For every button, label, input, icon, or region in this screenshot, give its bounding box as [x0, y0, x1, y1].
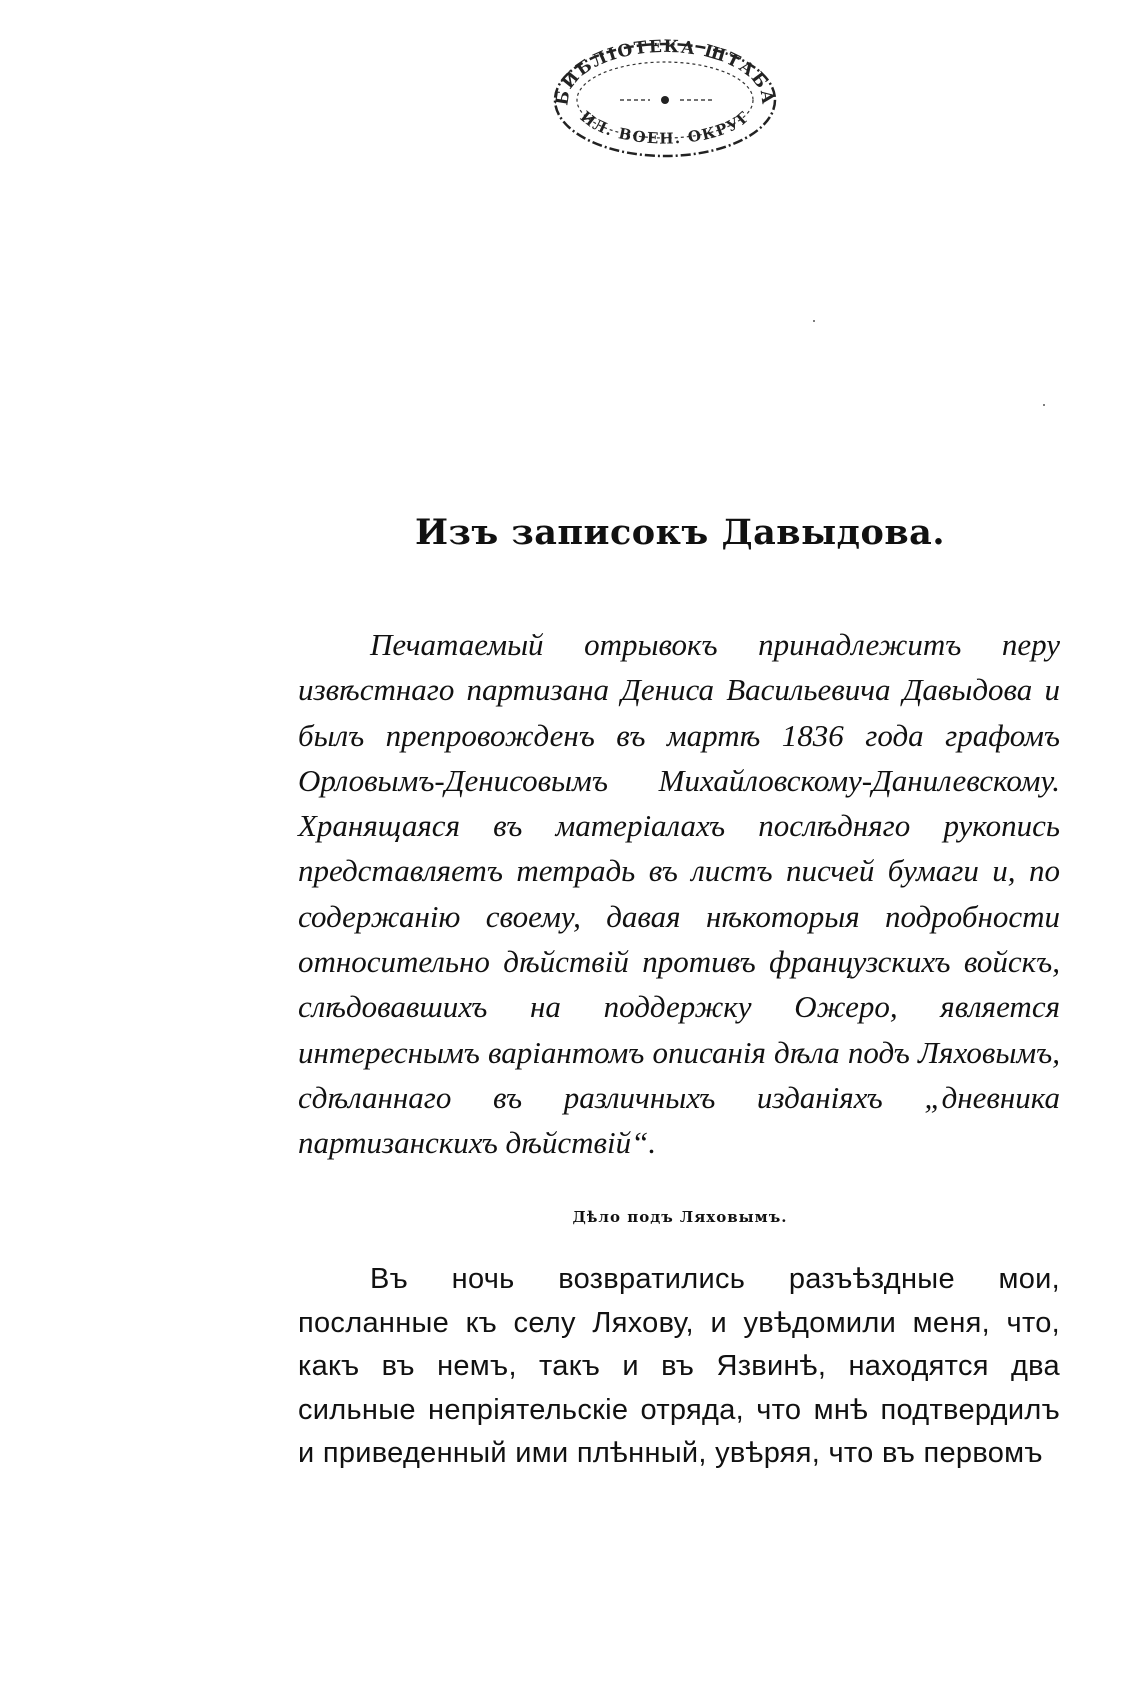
- library-stamp: [540, 30, 790, 160]
- stamp-inner-text: ИЛ. ВОЕН. ОКРУГ: [576, 107, 754, 148]
- body-paragraph: Въ ночь возвратились разъѣздные мои, посланные къ селу Ляхову, и увѣдомили меня, что, какъ въ немъ, такъ и въ Язвинѣ, находятся два сильные непрiятельскiе отряда, что мнѣ подтвердилъ и приведенный ими плѣнный, увѣряя, что въ первомъ: [298, 1263, 1060, 1469]
- stamp-outer-text: БИБЛIОТЕКА ШТАБА: [552, 36, 778, 107]
- section-heading: Дѣло подъ Ляховымъ.: [572, 1208, 788, 1226]
- scan-speck: [1043, 404, 1045, 406]
- stamp-seal-icon: [540, 30, 790, 160]
- scan-speck: [813, 320, 815, 322]
- page-title: Изъ записокъ Давыдова.: [414, 512, 946, 553]
- intro-paragraph: Печатаемый отрывокъ принадлежитъ перу извѣстнаго партизана Дениса Васильевича Давыдова и былъ препровожденъ въ мартѣ 1836 года графомъ Орловымъ-Денисовымъ Михайловскому-Данилевскому. Хранящаяся въ матерiалахъ послѣдняго рукопись представляетъ тетрадь въ листъ писчей бумаги и, по содержанiю своему, давая нѣкоторыя подробности относительно дѣйствiй противъ французскихъ войскъ, слѣдовавшихъ на поддержку Ожеро, является интереснымъ варiантомъ описанiя дѣла подъ Ляховымъ, сдѣланнаго въ различныхъ изданiяхъ „дневника партизанскихъ дѣйствiй“.: [298, 627, 1060, 1161]
